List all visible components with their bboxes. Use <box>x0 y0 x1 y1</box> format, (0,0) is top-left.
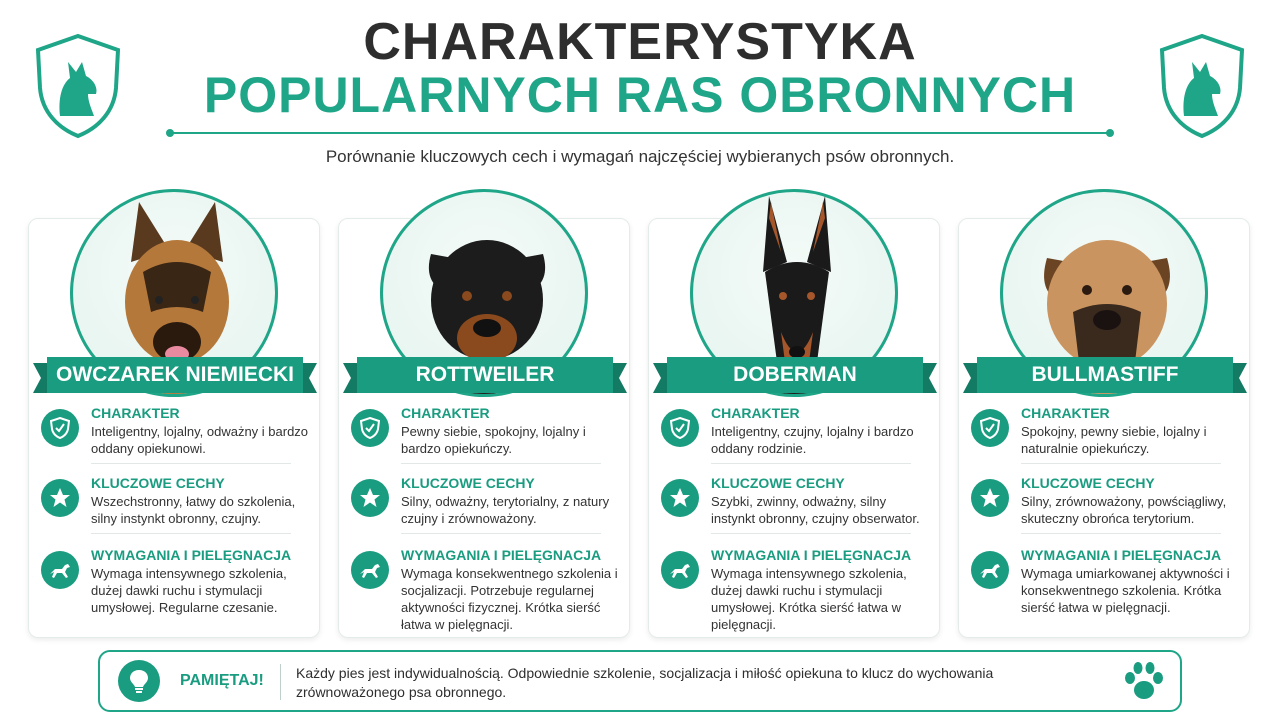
section-text: Wymaga umiarkowanej aktywności i konsekwentnego szkolenia. Krótka sierść łatwa w pielęgnacji. <box>1021 566 1230 615</box>
running-dog-icon <box>661 551 699 589</box>
star-icon <box>351 479 389 517</box>
section-text: Pewny siebie, spokojny, lojalny i bardzo opiekuńczy. <box>401 424 586 456</box>
section-heading: WYMAGANIA I PIELĘGNACJA <box>711 547 912 563</box>
divider <box>711 533 911 534</box>
section-heading: WYMAGANIA I PIELĘGNACJA <box>91 547 292 563</box>
star-icon <box>971 479 1009 517</box>
breed-card-doberman <box>648 218 940 638</box>
title-divider <box>170 132 1110 134</box>
breed-name-ribbon: DOBERMAN <box>667 357 923 393</box>
section-text: Szybki, zwinny, odważny, silny instynkt obronny, czujny obserwator. <box>711 494 920 526</box>
reminder-label: PAMIĘTAJ! <box>180 672 264 689</box>
paw-icon <box>1122 660 1166 707</box>
section-text: Inteligentny, lojalny, odważny i bardzo oddany opiekunowi. <box>91 424 309 456</box>
divider <box>401 533 601 534</box>
section-heading: CHARAKTER <box>711 405 800 421</box>
page-title-line2: POPULARNYCH RAS OBRONNYCH <box>203 67 1077 123</box>
section-heading: WYMAGANIA I PIELĘGNACJA <box>1021 547 1222 563</box>
divider <box>1021 463 1221 464</box>
section-text: Inteligentny, czujny, lojalny i bardzo oddany rodzinie. <box>711 424 914 456</box>
section-heading: KLUCZOWE CECHY <box>1021 475 1155 491</box>
reminder-text: Każdy pies jest indywidualnością. Odpowiednie szkolenie, socjalizacja i miłość opiekuna to klucz do wychowania zrównoważonego psa obronnego. <box>296 665 994 700</box>
section-heading: WYMAGANIA I PIELĘGNACJA <box>401 547 602 563</box>
star-icon <box>41 479 79 517</box>
section-heading: CHARAKTER <box>401 405 490 421</box>
divider <box>91 533 291 534</box>
breed-card-owczarek <box>28 218 320 638</box>
shield-check-icon <box>41 409 79 447</box>
reminder-box <box>98 650 1182 712</box>
divider <box>401 463 601 464</box>
shield-check-icon <box>661 409 699 447</box>
divider <box>1021 533 1221 534</box>
section-text: Spokojny, pewny siebie, lojalny i naturalnie opiekuńczy. <box>1021 424 1207 456</box>
breed-card-rottweiler <box>338 218 630 638</box>
section-text: Wszechstronny, łatwy do szkolenia, silny instynkt obronny, czujny. <box>91 494 296 526</box>
page-title-line1: CHARAKTERYSTYKA <box>363 13 917 71</box>
divider <box>711 463 911 464</box>
shield-check-icon <box>351 409 389 447</box>
section-text: Wymaga intensywnego szkolenia, dużej dawki ruchu i stymulacji umysłowej. Krótka sierść łatwa w pielęgnacji. <box>711 566 907 632</box>
shield-check-icon <box>971 409 1009 447</box>
breed-name-ribbon: BULLMASTIFF <box>977 357 1233 393</box>
page-subtitle: Porównanie kluczowych cech i wymagań najczęściej wybieranych psów obronnych. <box>325 147 955 166</box>
section-heading: KLUCZOWE CECHY <box>401 475 535 491</box>
breed-name-ribbon: ROTTWEILER <box>357 357 613 393</box>
lightbulb-icon <box>118 660 160 702</box>
section-heading: KLUCZOWE CECHY <box>91 475 225 491</box>
section-heading: CHARAKTER <box>1021 405 1110 421</box>
section-text: Wymaga intensywnego szkolenia, dużej dawki ruchu i stymulacji umysłowej. Regularne czesanie. <box>91 566 287 615</box>
section-heading: KLUCZOWE CECHY <box>711 475 845 491</box>
section-heading: CHARAKTER <box>91 405 180 421</box>
running-dog-icon <box>351 551 389 589</box>
running-dog-icon <box>41 551 79 589</box>
star-icon <box>661 479 699 517</box>
running-dog-icon <box>971 551 1009 589</box>
section-text: Silny, zrównoważony, powściągliwy, skuteczny obrońca terytorium. <box>1021 494 1227 526</box>
section-text: Wymaga konsekwentnego szkolenia i socjalizacji. Potrzebuje regularnej aktywności fizycznej. Krótka sierść łatwa w pielęgnacji. <box>401 566 618 632</box>
section-text: Silny, odważny, terytorialny, z natury czujny i zrównoważony. <box>401 494 610 526</box>
divider <box>280 664 281 700</box>
breed-card-bullmastiff <box>958 218 1250 638</box>
breed-name-ribbon: OWCZAREK NIEMIECKI <box>47 357 303 393</box>
divider <box>91 463 291 464</box>
